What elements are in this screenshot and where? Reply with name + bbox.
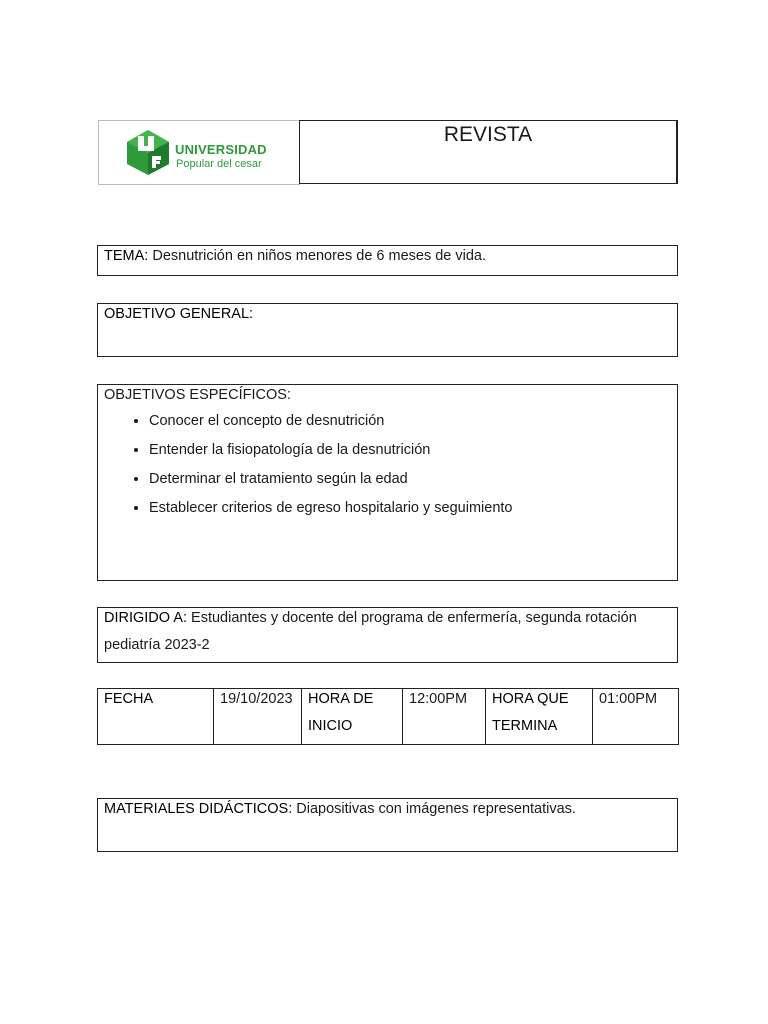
dirigido-box [97,607,678,663]
logo-text-university: UNIVERSIDAD [175,142,267,157]
fecha-value-cell [214,689,302,745]
list-item: • Determinar el tratamiento según la edad [149,465,513,494]
university-logo [125,128,171,180]
dirigido-label: DIRIGIDO A: [104,610,187,626]
fecha-value: 19/10/2023 [220,691,293,707]
materiales-row [104,799,576,818]
materiales-label: MATERIALES DIDÁCTICOS: [104,801,293,817]
termina-value-cell [593,689,679,745]
inicio-value-cell [403,689,486,745]
objetivo-general-row [104,304,253,323]
tema-value: Desnutrición en niños menores de 6 meses de vida. [148,248,487,264]
schedule-table [97,688,679,745]
university-emblem-icon [125,128,171,176]
fecha-label: FECHA [104,691,154,707]
materiales-box [97,798,678,852]
tema-row [104,246,486,265]
header-title-cell [299,120,678,184]
tema-label: TEMA: [104,248,149,264]
tema-box [97,245,678,276]
objetivo-general-box [97,303,678,357]
termina-label: HORA QUE TERMINA [492,691,569,734]
dirigido-row [104,604,669,659]
logo-text-subtitle: Popular del cesar [176,158,262,170]
dirigido-value: Estudiantes y docente del programa de enfermería, segunda rotación pediatría 2023-2 [104,610,637,653]
inicio-label-cell [302,689,403,745]
termina-value: 01:00PM [599,691,658,707]
document-title: REVISTA [443,123,533,146]
inicio-value: 12:00PM [409,691,468,707]
list-item: • Conocer el concepto de desnutrición [149,407,513,436]
objetivo-general-label: OBJETIVO GENERAL: [104,306,254,322]
termina-label-cell [486,689,593,745]
fecha-label-cell [98,689,214,745]
table-row [98,689,679,745]
list-item: • Entender la fisiopatología de la desnutrición [149,436,513,465]
inicio-label: HORA DE INICIO [308,691,374,734]
objetivos-especificos-box [97,384,678,581]
header-logo-cell [98,120,300,185]
materiales-value: Diapositivas con imágenes representativas. [292,801,576,817]
objetivos-list [127,407,513,523]
objetivos-especificos-label: OBJETIVOS ESPECÍFICOS: [104,387,291,403]
list-item: • Establecer criterios de egreso hospitalario y seguimiento [149,494,513,523]
